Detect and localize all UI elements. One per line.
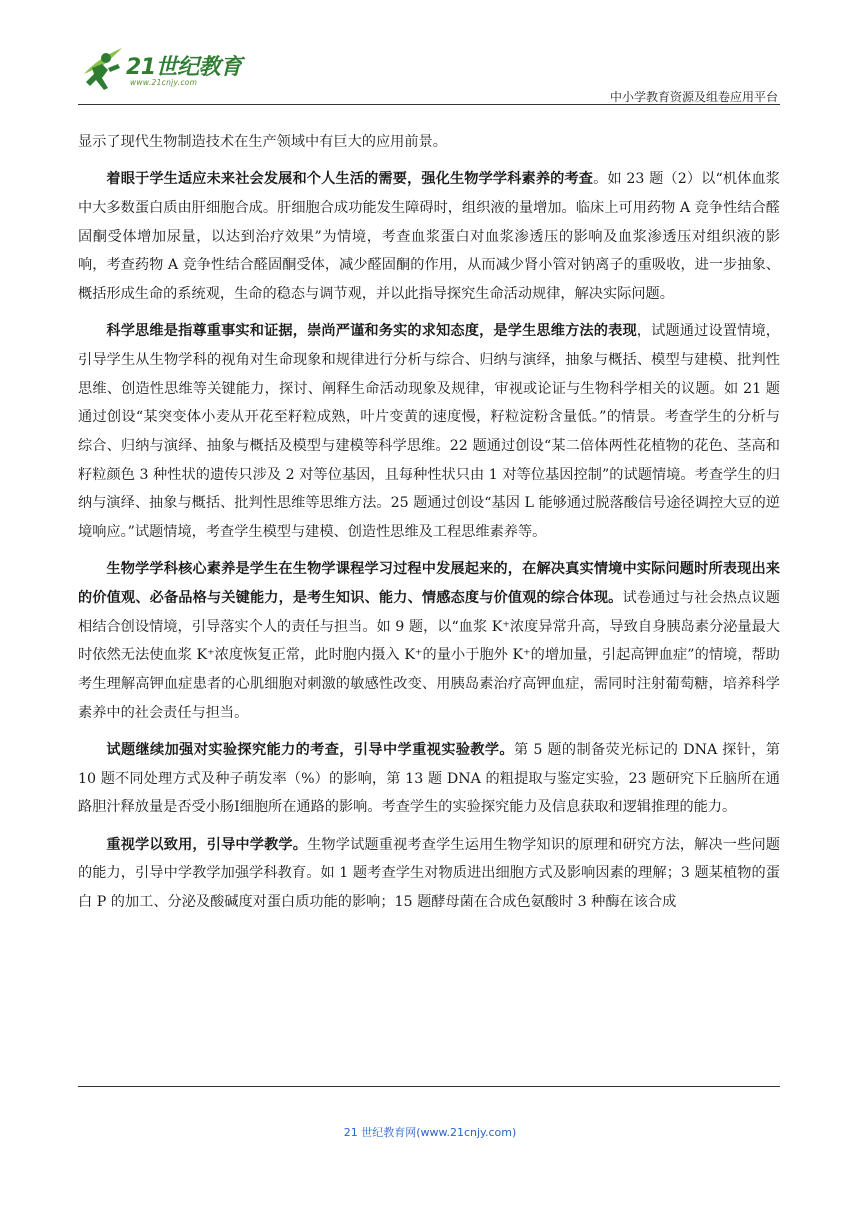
paragraph xyxy=(78,128,780,157)
running-figure-icon xyxy=(78,44,126,94)
paragraph-lead: 重视学以致用，引导中学教学。 xyxy=(106,836,308,853)
paragraph-lead: 着眼于学生适应未来社会发展和个人生活的需要，强化生物学学科素养的考查 xyxy=(106,171,594,188)
paragraph xyxy=(78,317,780,547)
paragraph-text: 显示了现代生物制造技术在生产领域中有巨大的应用前景。 xyxy=(78,134,447,150)
paragraph-lead: 科学思维是指尊重事实和证据，崇尚严谨和务实的求知态度，是学生思维方法的表现 xyxy=(106,323,637,340)
paragraph xyxy=(78,736,780,822)
paragraph-text: 试卷通过与社会热点议题相结合创设情境，引导落实个人的责任与担当。如 9 题，以“血浆 K⁺浓度异常升高，导致自身胰岛素分泌量最大时依然无法使血浆 K⁺浓度恢复正常，此时胞内摄入 K⁺的量小于胞外 K⁺的增加量，引起高钾血症”的情境，帮助考生理解高钾血症患者的心肌细胞对刺激的敏感性改变、用胰岛素治疗高钾血症，需同时注射葡萄糖，培养科学素养中的社会责任与担当。 xyxy=(78,590,780,721)
paragraph-lead: 试题继续加强对实验探究能力的考查，引导中学重视实验教学。 xyxy=(106,742,514,759)
logo-text: 21世纪教育 xyxy=(126,55,242,80)
footer-link[interactable]: 21 世纪教育网(www.21cnjy.com) xyxy=(343,1126,517,1139)
site-logo[interactable] xyxy=(78,44,268,102)
paragraph-text: 。如 23 题（2）以“机体血浆中大多数蛋白质由肝细胞合成。肝细胞合成功能发生障碍时，组织液的量增加。临床上可用药物 A 竞争性结合醛固酮受体增加尿量，以达到治疗效果”为情境，考查血浆蛋白对血浆渗透压的影响及血浆渗透压对组织液的影响，考查药物 A 竞争性结合醛固酮受体，减少醛固酮的作用，从而减少肾小管对钠离子的重吸收，进一步抽象、概括形成生命的系统观，生命的稳态与调节观，并以此指导探究生命活动规律，解决实际问题。 xyxy=(78,171,780,303)
paragraph xyxy=(78,831,780,917)
paragraph xyxy=(78,555,780,727)
paragraph-lead: 生物学学科核心素养是学生在生物学课程学习过程中发展起来的，在解决真实情境中实际问题时所表现出来的价值观、必备品格与关键能力，是考生知识、能力、情感态度与价值观的综合体现。 xyxy=(78,561,780,607)
paragraph-text: ，试题通过设置情境，引导学生从生物学科的视角对生命现象和规律进行分析与综合、归纳与演绎，抽象与概括、模型与建模、批判性思维、创造性思维等关键能力，探讨、阐释生命活动现象及规律，审视或论证与生物科学相关的议题。如 21 题通过创设“某突变体小麦从开花至籽粒成熟，叶片变黄的速度慢，籽粒淀粉含量低。”的情景。考查学生的分析与综合、归纳与演绎、抽象与概括及模型与建模等科学思维。22 题通过创设“某二倍体两性花植物的花色、茎高和籽粒颜色 3 种性状的遗传只涉及 2 对等位基因，且每种性状只由 1 对等位基因控制”的试题情境。考查学生的归纳与演绎、抽象与概括、批判性思维等思维方法。25 题通过创设“基因 L 能够通过脱落酸信号途径调控大豆的逆境响应。”试题情境，考查学生模型与建模、创造性思维及工程思维素养等。 xyxy=(78,323,780,541)
page-header xyxy=(78,44,780,106)
paragraph-text: 生物学试题重视考查学生运用生物学知识的原理和研究方法，解决一些问题的能力，引导中学教学加强学科教育。如 1 题考查学生对物质进出细胞方式及影响因素的理解；3 题某植物的蛋白 P 的加工、分泌及酸碱度对蛋白质功能的影响；15 题酵母菌在合成色氨酸时 3 种酶在该合成 xyxy=(78,836,780,911)
footer-divider xyxy=(78,1086,780,1087)
paragraph xyxy=(78,165,780,309)
logo-url: www.21cnjy.com xyxy=(130,78,198,87)
platform-title: 中小学教育资源及组卷应用平台 xyxy=(609,90,778,104)
paragraph-text: 第 5 题的制备荧光标记的 DNA 探针，第 10 题不同处理方式及种子萌发率（%）的影响，第 13 题 DNA 的粗提取与鉴定实验，23 题研究下丘脑所在通路胆汁释放量是否受小肠I细胞所在通路的影响。考查学生的实验探究能力及信息获取和逻辑推理的能力。 xyxy=(78,742,780,816)
document-body xyxy=(78,128,780,925)
header-divider xyxy=(78,104,780,105)
